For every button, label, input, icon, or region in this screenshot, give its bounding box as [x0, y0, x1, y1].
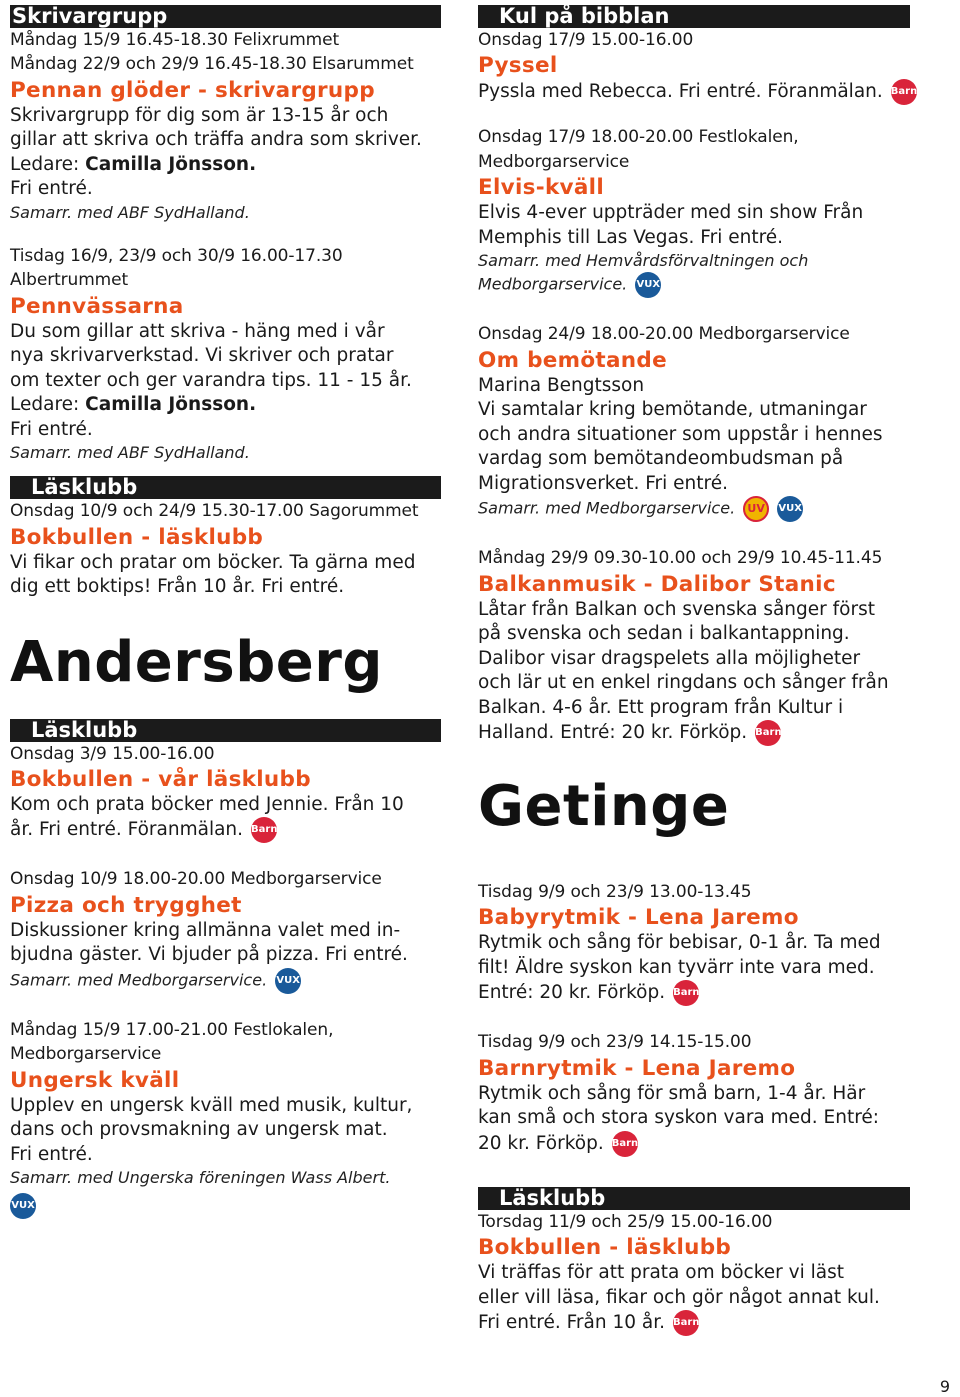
event-date: Måndag 15/9 16.45-18.30 Felixrummet: [10, 30, 340, 50]
event-title: Balkanmusik - Dalibor Stanic: [478, 571, 836, 597]
event-desc: [478, 720, 910, 746]
event-desc: dans och provsmakning av ungersk mat.: [10, 1119, 388, 1141]
event-desc: Vi träffas för att prata om böcker vi läst: [478, 1262, 844, 1284]
event-desc: [478, 79, 918, 105]
vux-badge-icon: VUX: [777, 496, 803, 522]
event-date: Tisdag 9/9 och 23/9 13.00-13.45: [478, 882, 752, 903]
leader-label: Ledare:: [10, 394, 86, 416]
event-date: Onsdag 17/9 18.00-20.00 Festlokalen,: [478, 127, 799, 148]
event-samarr: Samarr. med Hemvårdsförvaltningen och: [478, 251, 809, 271]
event-desc-text: Entré: 20 kr. Förköp.: [478, 982, 666, 1004]
event-desc-text: år. Fri entré. Föranmälan.: [10, 819, 244, 841]
event-pennan-gloder: [10, 28, 441, 224]
event-samarr: Samarr. med ABF SydHalland.: [10, 443, 250, 463]
event-bokbullen-getinge: [478, 1210, 910, 1336]
event-desc: vardag som bemötandeombudsman på: [478, 448, 844, 470]
event-date: Medborgarservice: [10, 1044, 162, 1065]
event-ungersk-kvall: [10, 1018, 441, 1219]
page-number: 9: [939, 1377, 950, 1396]
event-date: Albertrummet: [10, 270, 129, 291]
event-title: Om bemötande: [478, 347, 667, 373]
event-free: Fri entré.: [10, 1143, 93, 1165]
section-header-lasklubb: Läsklubb: [10, 476, 441, 499]
event-bokbullen-var: [10, 742, 441, 844]
event-babyrytmik: [478, 880, 910, 1006]
event-title: Babyrytmik - Lena Jaremo: [478, 905, 799, 931]
event-samarr: [10, 968, 441, 994]
event-desc: Rytmik och sång för små barn, 1-4 år. Här: [478, 1082, 866, 1104]
event-om-bemotande: [478, 322, 910, 522]
event-desc: [478, 1131, 910, 1157]
barn-badge-icon: Barn: [755, 720, 781, 746]
event-desc: [478, 1310, 910, 1336]
event-desc: [478, 980, 910, 1006]
event-desc: dig ett boktips! Från 10 år. Fri entré.: [10, 576, 345, 598]
event-desc-text: Pyssla med Rebecca. Fri entré. Föranmälan.: [478, 81, 883, 103]
samarr-text: Samarr. med Medborgarservice.: [478, 498, 736, 518]
event-desc: Marina Bengtsson: [478, 374, 645, 396]
event-date: Onsdag 10/9 18.00-20.00 Medborgarservice: [10, 869, 382, 890]
event-desc: och andra situationer som uppstår i hennes: [478, 423, 883, 445]
event-leader: [10, 393, 441, 418]
section-header-skrivargrupp: Skrivargrupp: [10, 5, 441, 28]
event-title: Pyssel: [478, 53, 558, 79]
left-column: [10, 5, 441, 1219]
event-desc-text: 20 kr. Förköp.: [478, 1132, 604, 1154]
event-desc: om texter och ger varandra tips. 11 - 15 år.: [10, 369, 412, 391]
event-samarr: [478, 272, 910, 298]
event-date: Tisdag 16/9, 23/9 och 30/9 16.00-17.30: [10, 245, 343, 266]
barn-badge-icon: Barn: [673, 1310, 699, 1336]
event-pennvassarna: [10, 244, 441, 464]
event-desc: Upplev en ungersk kväll med musik, kultur,: [10, 1094, 413, 1116]
section-header-lasklubb: Läsklubb: [478, 1187, 910, 1210]
event-title: Pizza och trygghet: [10, 892, 242, 918]
event-desc: filt! Äldre syskon kan tyvärr inte vara med.: [478, 956, 875, 978]
event-desc: på svenska och sedan i balkantappning.: [478, 623, 850, 645]
event-title: Ungersk kväll: [10, 1067, 180, 1093]
event-desc: Balkan. 4-6 år. Ett program från Kultur i: [478, 696, 844, 718]
event-date: Onsdag 3/9 15.00-16.00: [10, 743, 215, 764]
event-date: Onsdag 10/9 och 24/9 15.30-17.00 Sagorummet: [10, 501, 419, 522]
vux-badge-icon: VUX: [275, 968, 301, 994]
event-desc: Du som gillar att skriva - häng med i vår: [10, 320, 385, 342]
barn-badge-icon: Barn: [673, 980, 699, 1006]
event-samarr: [478, 496, 910, 522]
event-date: Måndag 29/9 09.30-10.00 och 29/9 10.45-11.45: [478, 548, 883, 569]
event-desc: bjudna gäster. Vi bjuder på pizza. Fri entré.: [10, 944, 408, 966]
section-header-kul-pa-bibblan: Kul på bibblan: [478, 5, 910, 28]
event-desc: Skrivargrupp för dig som är 13-15 år och: [10, 104, 389, 126]
event-title: Bokbullen - läsklubb: [10, 524, 264, 550]
event-date: Medborgarservice: [478, 151, 630, 172]
vux-badge-icon: VUX: [635, 272, 661, 298]
vux-badge-icon: VUX: [10, 1193, 36, 1219]
event-desc: kan små och stora syskon vara med. Entré:: [478, 1107, 880, 1129]
event-date: Måndag 22/9 och 29/9 16.45-18.30 Elsarummet: [10, 54, 414, 75]
event-balkanmusik: [478, 546, 910, 746]
barn-badge-icon: Barn: [891, 79, 917, 105]
event-pyssel: [478, 28, 918, 105]
samarr-text: Medborgarservice.: [478, 274, 628, 294]
barn-badge-icon: Barn: [612, 1131, 638, 1157]
right-column: [478, 4, 918, 1336]
event-desc: Memphis till Las Vegas. Fri entré.: [478, 226, 784, 248]
section-header-lasklubb: Läsklubb: [10, 719, 441, 742]
event-leader: [10, 153, 441, 178]
event-desc: Dalibor visar dragspelets alla möjligheter: [478, 647, 861, 669]
event-bokbullen: [10, 499, 441, 599]
event-title: Barnrytmik - Lena Jaremo: [478, 1055, 796, 1081]
event-desc: Kom och prata böcker med Jennie. Från 10: [10, 793, 404, 815]
event-desc-text: Halland. Entré: 20 kr. Förköp.: [478, 722, 748, 744]
event-date: Tisdag 9/9 och 23/9 14.15-15.00: [478, 1032, 752, 1053]
event-date: Onsdag 24/9 18.00-20.00 Medborgarservice: [478, 324, 850, 345]
leader-name: Camilla Jönsson.: [85, 153, 257, 175]
event-title: Pennan glöder - skrivargrupp: [10, 77, 375, 103]
event-desc: Vi fikar och pratar om böcker. Ta gärna med: [10, 551, 416, 573]
event-barnrytmik: [478, 1030, 910, 1156]
event-title: Pennvässarna: [10, 293, 184, 319]
event-samarr: Samarr. med Ungerska föreningen Wass Albert.: [10, 1168, 391, 1188]
event-desc: eller vill läsa, fikar och gör något annat kul.: [478, 1286, 880, 1308]
event-free: Fri entré.: [10, 178, 93, 200]
barn-badge-icon: Barn: [251, 817, 277, 843]
event-elvis-kvall: [478, 125, 910, 298]
place-heading-getinge: Getinge: [478, 774, 730, 840]
leader-label: Ledare:: [10, 153, 86, 175]
event-title: Bokbullen - läsklubb: [478, 1235, 732, 1261]
event-desc: och lär ut en enkel ringdans och sånger från: [478, 672, 889, 694]
event-title: Elvis-kväll: [478, 175, 605, 201]
event-date: Torsdag 11/9 och 25/9 15.00-16.00: [478, 1211, 773, 1232]
event-samarr: Samarr. med ABF SydHalland.: [10, 202, 250, 222]
event-desc: Vi samtalar kring bemötande, utmaningar: [478, 399, 867, 421]
event-desc: [10, 817, 441, 843]
event-free: Fri entré.: [10, 418, 93, 440]
event-date: Måndag 15/9 17.00-21.00 Festlokalen,: [10, 1019, 334, 1040]
event-pizza: [10, 867, 441, 993]
event-desc: Diskussioner kring allmänna valet med in-: [10, 919, 401, 941]
event-title: Bokbullen - vår läsklubb: [10, 766, 311, 792]
event-desc: Rytmik och sång för bebisar, 0-1 år. Ta med: [478, 932, 881, 954]
event-desc: nya skrivarverkstad. Vi skriver och pratar: [10, 345, 394, 367]
event-desc: gillar att skriva och träffa andra som skriver.: [10, 129, 422, 151]
uv-badge-icon: UV: [743, 496, 769, 522]
samarr-text: Samarr. med Medborgarservice.: [10, 970, 268, 990]
event-desc: Elvis 4-ever uppträder med sin show Från: [478, 202, 864, 224]
event-desc-text: Fri entré. Från 10 år.: [478, 1312, 666, 1334]
event-date: Onsdag 17/9 15.00-16.00: [478, 30, 694, 50]
event-desc: Migrationsverket. Fri entré.: [478, 472, 728, 494]
place-heading-andersberg: Andersberg: [10, 629, 383, 695]
leader-name: Camilla Jönsson.: [85, 394, 257, 416]
event-desc: Låtar från Balkan och svenska sånger först: [478, 598, 875, 620]
